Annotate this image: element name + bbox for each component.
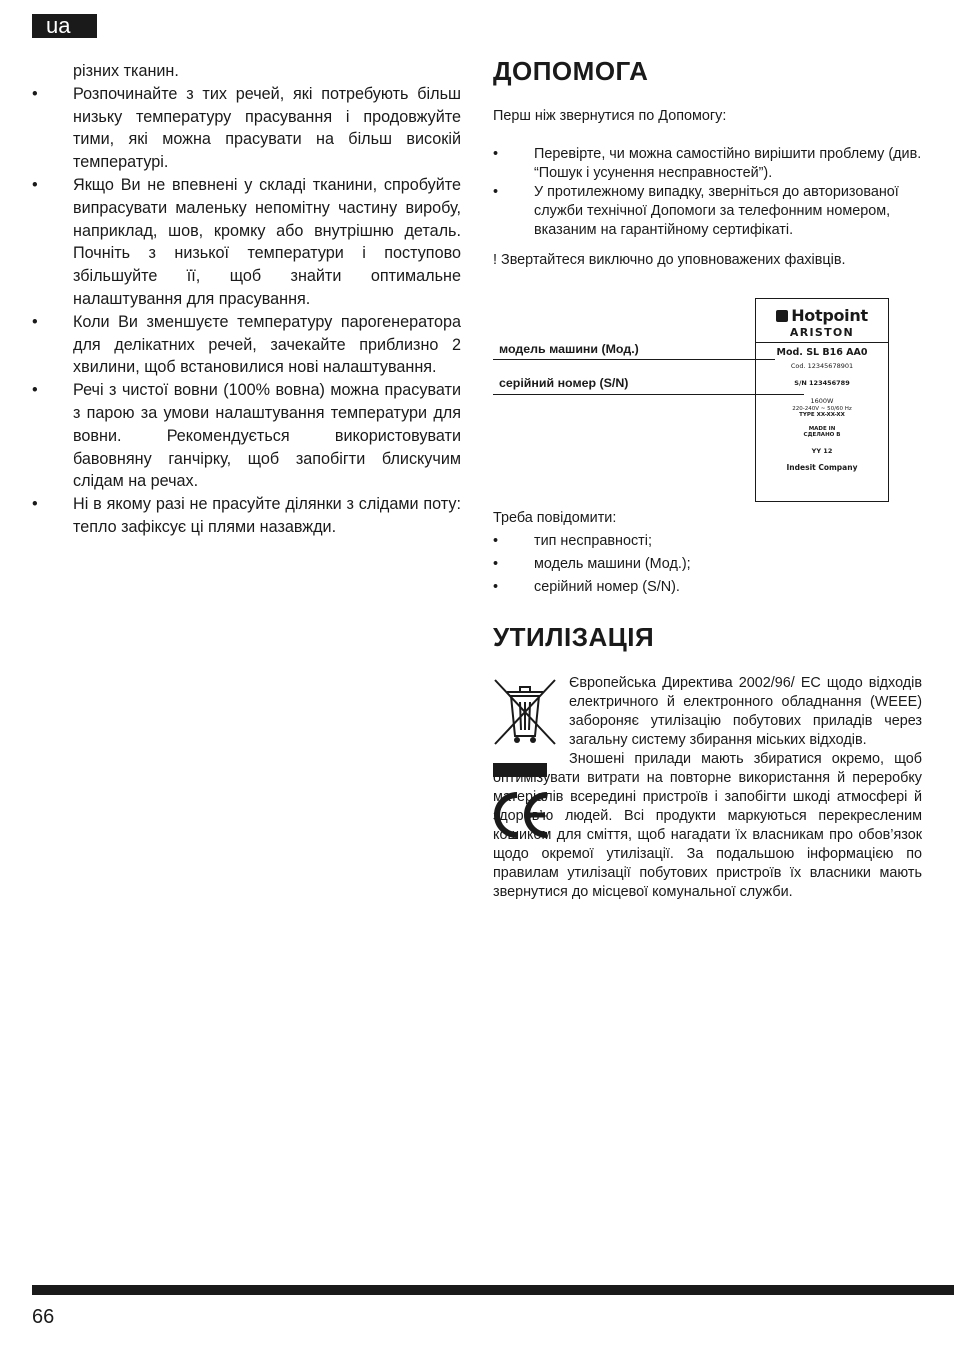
brand-subtitle: ARISTON [789, 326, 855, 339]
plate-divider [756, 342, 888, 343]
bullet-icon: • [493, 184, 499, 200]
intro-text: різних тканин. [73, 62, 179, 80]
disposal-text [493, 674, 922, 902]
report-section [493, 509, 922, 597]
company-name: Indesit Company [786, 463, 858, 472]
disposal-paragraph-1: Європейська Директива 2002/96/ EC щодо відходів електричного й електронного обладнання (WEEE) забороняє утилізацію побутових приладів через загальну систему збирання міських відходів. [569, 675, 922, 748]
serial-callout-label: серійний номер (S/N) [499, 376, 629, 390]
list-item: • Речі з чистої вовни (100% вовна) можна прасувати з парою за умови налаштування температури для вовни. Рекомендується використовувати бавовняну ганчірку, щоб запобігти блискучим слідам на речах. [32, 381, 461, 491]
bullet-icon: • [493, 146, 499, 162]
model-leader-line [493, 359, 775, 360]
language-tag: ua [32, 14, 97, 38]
bullet-icon: • [32, 84, 38, 103]
hotpoint-logo-icon [776, 310, 788, 322]
ironing-tips-list [32, 83, 461, 539]
page-number: 66 [32, 1306, 55, 1328]
list-item: • Коли Ви зменшуєте температуру парогенератора для делікатних речей, зачекайте приблизно 2 хвилини, щоб встановилися нові налаштування. [32, 312, 461, 377]
report-intro: Треба повідомити: [493, 510, 617, 526]
help-section [493, 56, 922, 270]
list-item: • У протилежному випадку, зверніться до авторизованої служби технічної Допомоги за телефонним номером, вказаним на гарантійному сертифікаті. [493, 184, 899, 238]
ironing-tips-column [32, 60, 461, 539]
footer-bar [32, 1285, 954, 1295]
serial-value: S/N 123456789 [794, 379, 850, 387]
list-item: • Ні в якому разі не прасуйте ділянки з слідами поту: тепло зафіксує ці плями назавжди. [32, 495, 461, 536]
list-item: • тип несправності; [493, 533, 652, 549]
bullet-icon: • [32, 312, 38, 331]
bullet-icon: • [32, 495, 38, 514]
model-value: Mod. SL B16 AA0 [776, 347, 868, 358]
bullet-icon: • [493, 533, 499, 549]
made-in-label: MADE IN [808, 426, 836, 432]
disposal-title: УТИЛІЗАЦІЯ [493, 622, 655, 652]
disposal-paragraph-2: Зношені прилади мають збиратися окремо, щоб оптимізувати витрати на повторне використання й переробку матеріалів всередині пристроїв і запобігти шкоді атмосфері й здоров’ю людей. Всі продукти маркуються перекресленим кошиком для сміття, щоб нагадати їх власникам про обов’язок щодо окремої утилізації. За подальшою інформацією по правилам утилізації побутових пристроїв їх власники мають звернутися до місцевої комунальної служби. [493, 751, 922, 900]
list-item: • Розпочинайте з тих речей, які потребують більш низьку температуру прасування і продовжуйте тими, які можна прасувати на більш високій температурі. [32, 84, 461, 172]
list-item: • серійний номер (S/N). [493, 579, 680, 595]
bullet-icon: • [493, 556, 499, 572]
bullet-icon: • [32, 175, 38, 194]
code-value: Cod. 12345678901 [790, 362, 854, 370]
list-item: • Якщо Ви не впевнені у складі тканини, спробуйте випрасувати маленьку непомітну частину виробу, наприклад, шов, кромку або внутрішню деталь. Почніть з низької температури і поступово збільшуйте її, щоб знайти оптимальне налаштування для прасування. [32, 175, 461, 308]
power-value: 1600W [810, 397, 834, 405]
year-value: YY 12 [811, 447, 833, 455]
made-in-ua-label: СДЕЛАНО В [803, 432, 841, 438]
help-intro: Перш ніж звернутися по Допомогу: [493, 108, 727, 124]
list-item: • Перевірте, чи можна самостійно вирішити проблему (див. “Пошук і усунення несправностей”). [493, 146, 922, 181]
type-value: TYPE XX-XX-XX [799, 412, 845, 418]
specialist-note: ! Звертайтеся виключно до уповноважених фахівців. [493, 252, 846, 268]
bullet-icon: • [32, 381, 38, 400]
rating-plate [755, 298, 889, 502]
model-callout-label: модель машини (Мод.) [499, 342, 639, 356]
help-title: ДОПОМОГА [493, 56, 649, 86]
brand-logo: Hotpoint [756, 306, 888, 325]
bullet-icon: • [493, 579, 499, 595]
voltage-value: 220-240V ~ 50/60 Hz [792, 406, 852, 412]
rating-label-diagram [493, 298, 893, 506]
list-item: • модель машини (Мод.); [493, 556, 691, 572]
report-list [493, 532, 922, 597]
help-list [493, 145, 922, 240]
